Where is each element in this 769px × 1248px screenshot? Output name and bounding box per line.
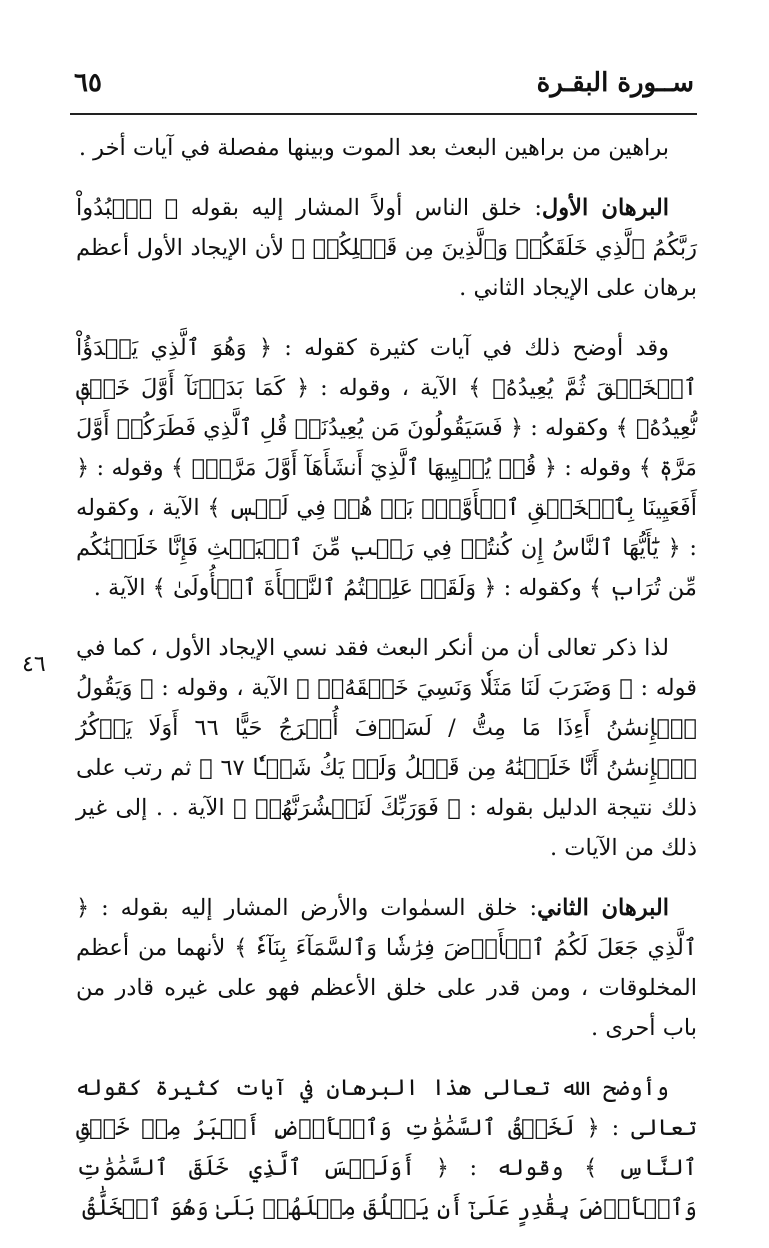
paragraph-text: وأوضح الله تعالى هذا البرهان في آيات كثيرة كقوله تعالى : ﴿ لَخَلۡقُ ٱلسَّمَٰوَٰتِ وَٱلۡأَرۡضِ أَكۡبَرُ مِنۡ خَلۡقِ ٱلنَّاسِ ﴾ وقوله : ﴿ أَوَلَيۡسَ ٱلَّذِي خَلَقَ ٱلسَّمَٰوَٰتِ وَٱلۡأَرۡضَ بِقَٰدِرٍ عَلَىٰٓ أَن يَخۡلُقَ مِثۡلَهُمۚ بَلَىٰ وَهُوَ ٱلۡخَلَّٰقُ [76,1075,697,1221]
margin-page-reference: ٤٦ [22,652,46,677]
section-label: البرهان الثاني [537,895,670,921]
paragraph-text: وقد أوضح ذلك في آيات كثيرة كقوله : ﴿ وَهُوَ ٱلَّذِي يَبۡدَؤُاْ ٱلۡخَلۡقَ ثُمَّ يُعِيدُهُۥ ﴾ الآية ، وقوله : ﴿ كَمَا بَدَأۡنَآ أَوَّلَ خَلۡقٖ نُّعِيدُهُۥ ﴾ وكقوله : ﴿ فَسَيَقُولُونَ مَن يُعِيدُنَاۖ قُلِ ٱلَّذِي فَطَرَكُمۡ أَوَّلَ مَرَّةٖ ﴾ وقوله : ﴿ قُلۡ يُحۡيِيهَا ٱلَّذِيٓ أَنشَأَهَآ أَوَّلَ مَرَّةٖۖ ﴾ وقوله : ﴿ أَفَعَيِينَا بِٱلۡخَلۡقِ ٱلۡأَوَّلِۚ بَلۡ هُمۡ فِي لَبۡسٖ ﴾ الآية ، وكقوله : ﴿ يَٰٓأَيُّهَا ٱلنَّاسُ إِن كُنتُمۡ فِي رَيۡبٖ مِّنَ ٱلۡبَعۡثِ فَإِنَّا خَلَقۡنَٰكُم مِّن تُرَابٖ ﴾ وكقوله : ﴿ وَلَقَدۡ عَلِمۡتُمُ ٱلنَّشۡأَةَ ٱلۡأُولَىٰ ﴾ الآية . [76,335,697,601]
paragraph [76,188,697,308]
paragraph-text: : خلق السمٰوات والأرض المشار إليه بقوله : ﴿ ٱلَّذِي جَعَلَ لَكُمُ ٱلۡأَرۡضَ فِرَٰشٗا وَٱلسَّمَآءَ بِنَآءٗ ﴾ لأنهما من أعظم المخلوقات ، ومن قدر على خلق الأعظم فهو على غيره قادر من باب أحرى . [76,895,697,1041]
page-number: ٦٥ [74,68,102,98]
paragraph [76,888,697,1048]
paragraph-text: لذا ذكر تعالى أن من أنكر البعث فقد نسي الإيجاد الأول ، كما في قوله : ﴿ وَضَرَبَ لَنَا مَثَلٗا وَنَسِيَ خَلۡقَهُۥۖ ﴾ الآية ، وقوله : ﴿ وَيَقُولُ ٱلۡإِنسَٰنُ أَءِذَا مَا مِتُّ / لَسَوۡفَ أُخۡرَجُ حَيًّا ٦٦ أَوَلَا يَذۡكُرُ ٱلۡإِنسَٰنُ أَنَّا خَلَقۡنَٰهُ مِن قَبۡلُ وَلَمۡ يَكُ شَيۡـٔٗا ٦٧ ﴾ ثم رتب على ذلك نتيجة الدليل بقوله : ﴿ فَوَرَبِّكَ لَنَحۡشُرَنَّهُمۡ ﴾ الآية . . إلى غير ذلك من الآيات . [76,635,697,861]
running-header-title: ســورة البقـرة [536,68,694,98]
paragraph [76,328,697,608]
paragraph [76,128,697,168]
paragraph [76,628,697,868]
paragraph-text: : خلق الناس أولاً المشار إليه بقوله ﴿ ٱعۡبُدُواْ رَبَّكُمُ ٱلَّذِي خَلَقَكُمۡ وَٱلَّذِينَ مِن قَبۡلِكُمۡ ﴾ لأن الإيجاد الأول أعظم برهان على الإيجاد الثاني . [76,195,697,301]
paragraph-text: براهين من براهين البعث بعد الموت وبينها مفصلة في آيات أخر . [78,135,669,161]
section-label: البرهان الأول [541,195,669,221]
paragraph [76,1068,697,1228]
body-text [76,128,697,1248]
header-rule [70,113,697,115]
